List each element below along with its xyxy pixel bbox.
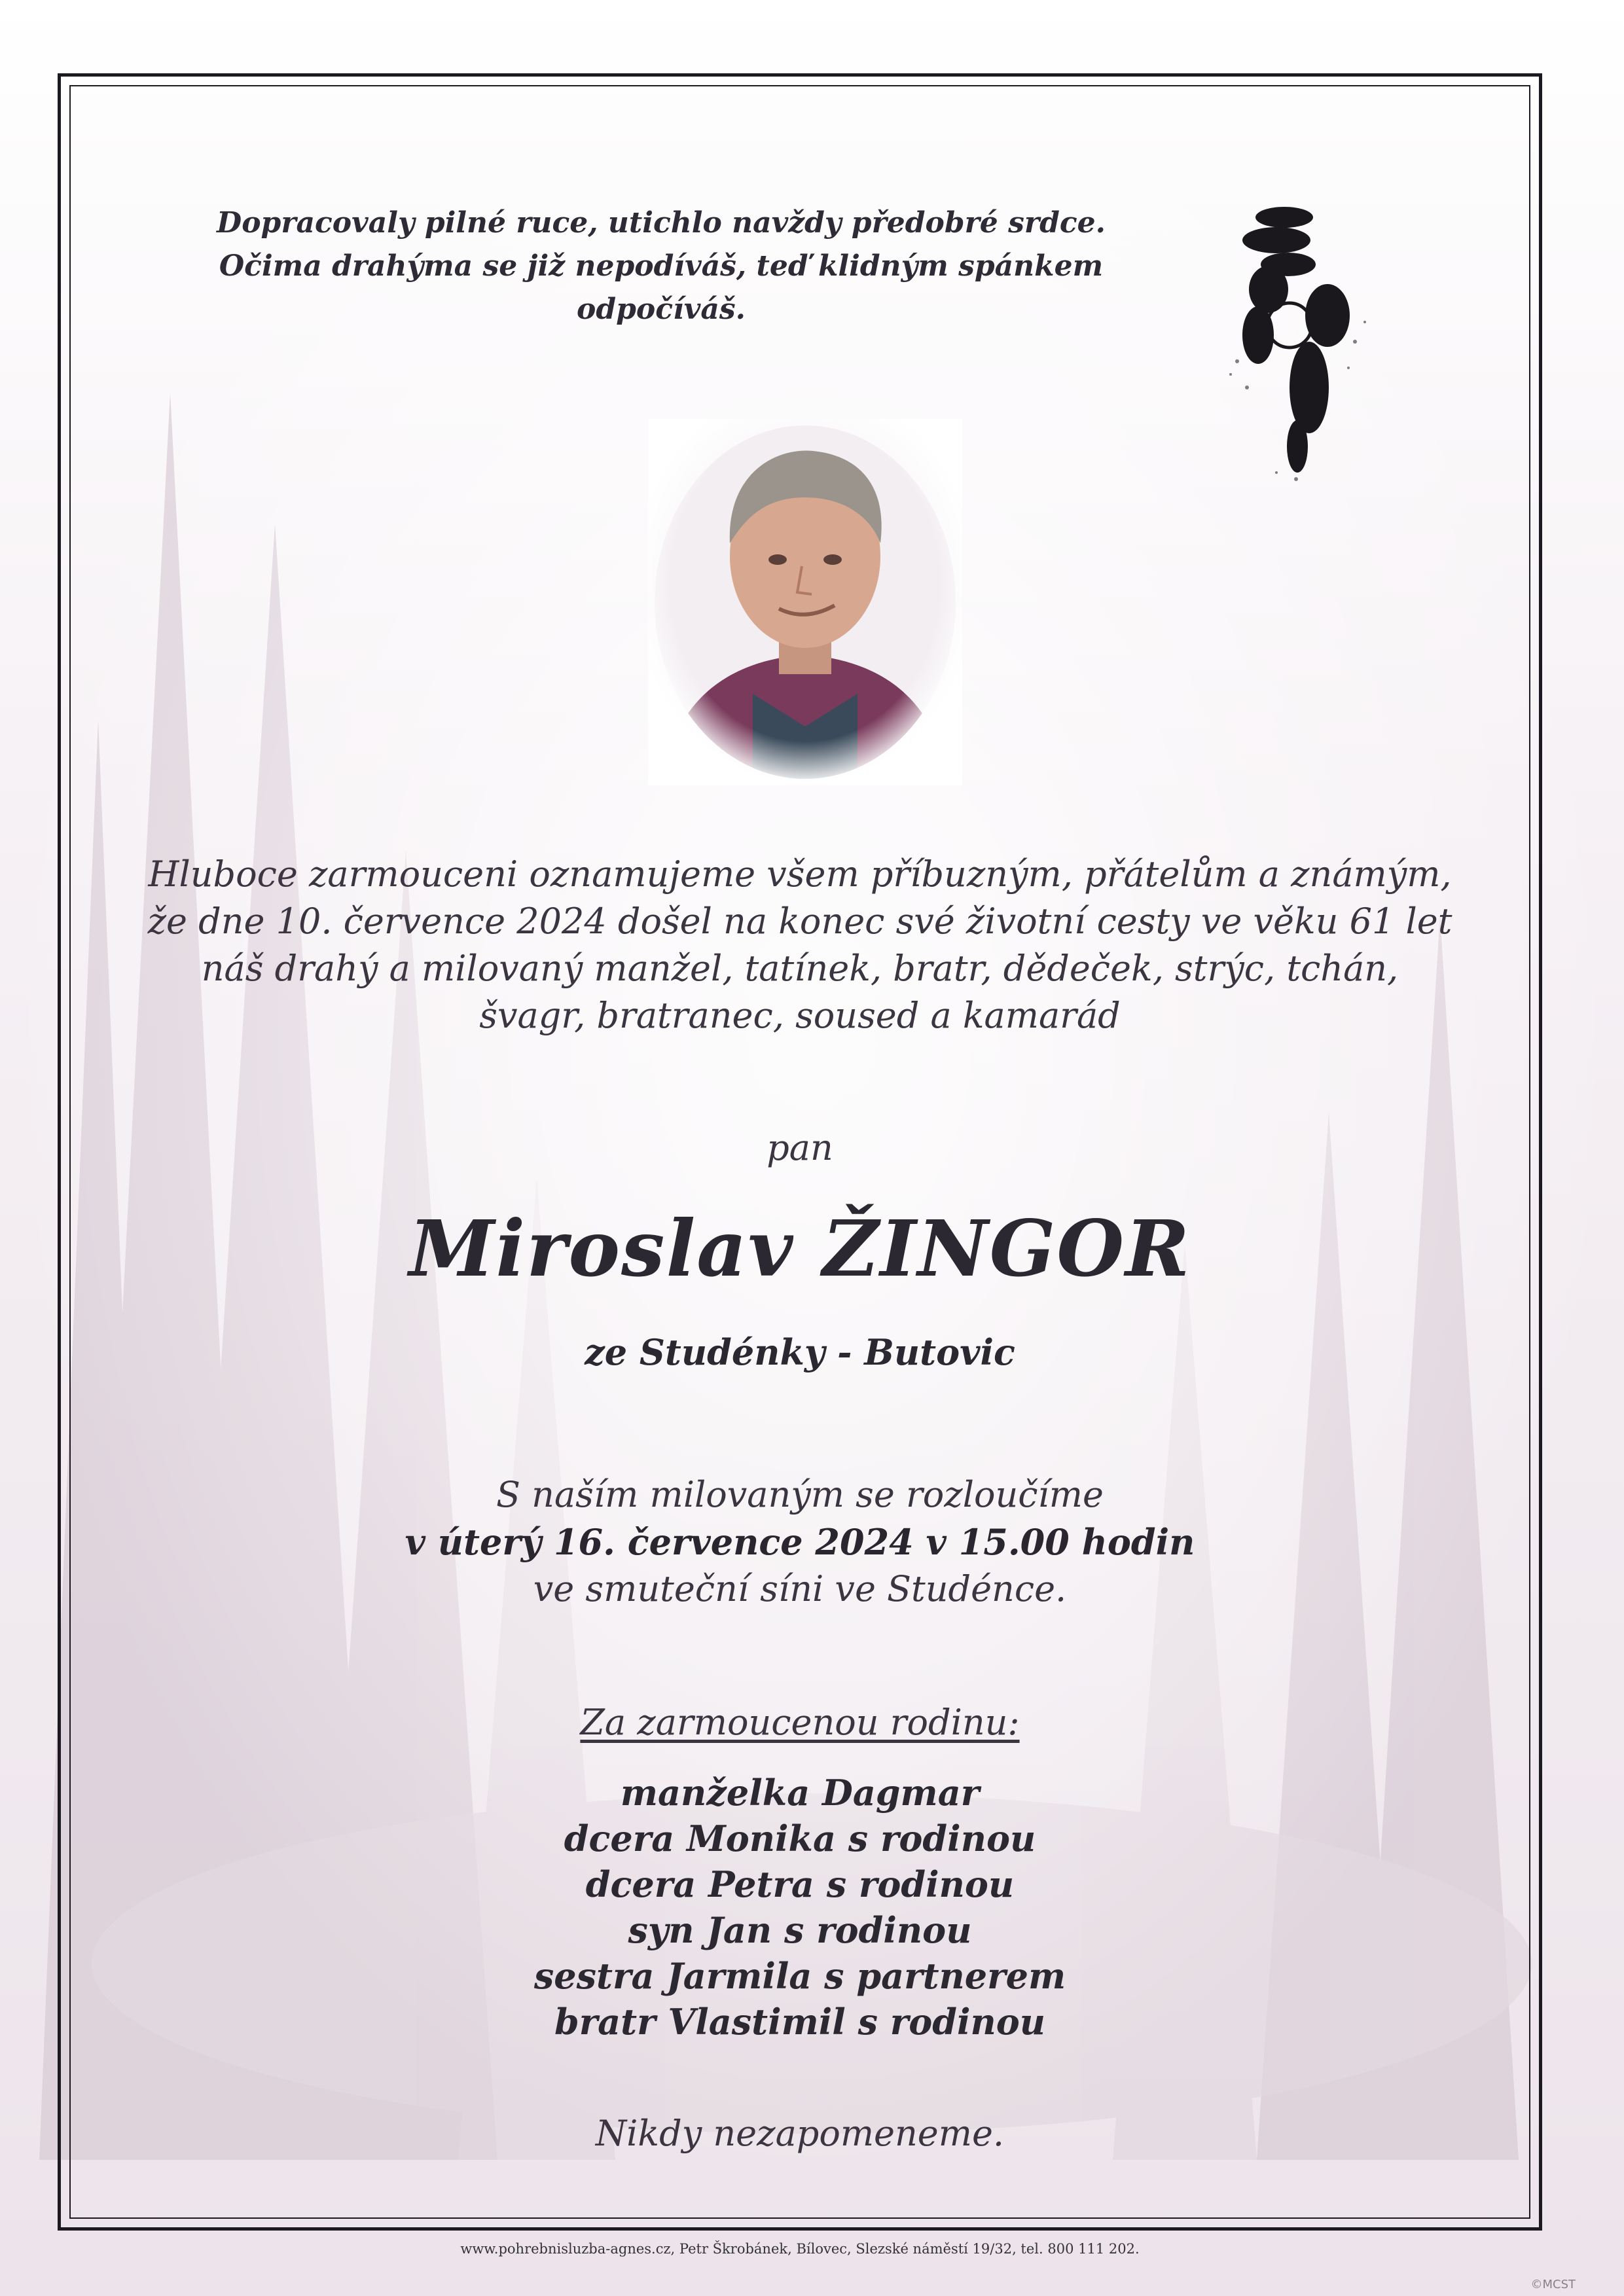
watermark-text: ©MCST [1530, 2278, 1576, 2291]
portrait-photo [648, 419, 962, 785]
memorial-quote [170, 202, 1152, 331]
announcement-line: švagr, bratranec, soused a kamarád [479, 995, 1121, 1036]
announcement-line: náš drahý a milovaný manžel, tatínek, bratr, dědeček, strýc, tchán, [201, 948, 1399, 989]
family-member: sestra Jarmila s partnerem [533, 1955, 1066, 1997]
announcement-line: Hluboce zarmouceni oznamujeme všem příbuzným, přátelům a známým, [148, 853, 1452, 895]
quote-line: Dopracovaly pilné ruce, utichlo navždy předobré srdce. [217, 206, 1106, 240]
family-member: dcera Petra s rodinou [585, 1863, 1015, 1905]
funeral-service-footer: www.pohrebnisluzba-agnes.cz, Petr Škrobánek, Bílovec, Slezské náměstí 19/32, tel. 800 111 202. [460, 2241, 1140, 2257]
family-member: syn Jan s rodinou [628, 1909, 972, 1951]
ceremony-venue: ve smuteční síni ve Studénce. [533, 1568, 1067, 1609]
announcement-line: že dne 10. července 2024 došel na konec své životní cesty ve věku 61 let [147, 901, 1453, 942]
closing-line: Nikdy nezapomeneme. [595, 2113, 1005, 2154]
ceremony-line: S naším milovaným se rozloučíme [496, 1474, 1104, 1515]
honorific: pan [767, 1127, 833, 1168]
announcement-text [69, 851, 1530, 1039]
deceased-name: Miroslav ŽINGOR [408, 1203, 1191, 1294]
family-member: manželka Dagmar [620, 1772, 980, 1814]
ceremony-details [69, 1471, 1530, 1613]
family-list [69, 1770, 1530, 2045]
family-heading: Za zarmoucenou rodinu: [580, 1702, 1020, 1743]
origin-place: ze Studénky - Butovic [585, 1331, 1015, 1373]
ceremony-datetime: v úterý 16. července 2024 v 15.00 hodin [405, 1521, 1195, 1563]
quote-line: Očima drahýma se již nepodíváš, teď klidným spánkem odpočíváš. [219, 249, 1104, 326]
family-member: dcera Monika s rodinou [564, 1818, 1036, 1859]
family-member: bratr Vlastimil s rodinou [554, 2001, 1046, 2043]
evergreen-branch-icon [1211, 191, 1388, 492]
